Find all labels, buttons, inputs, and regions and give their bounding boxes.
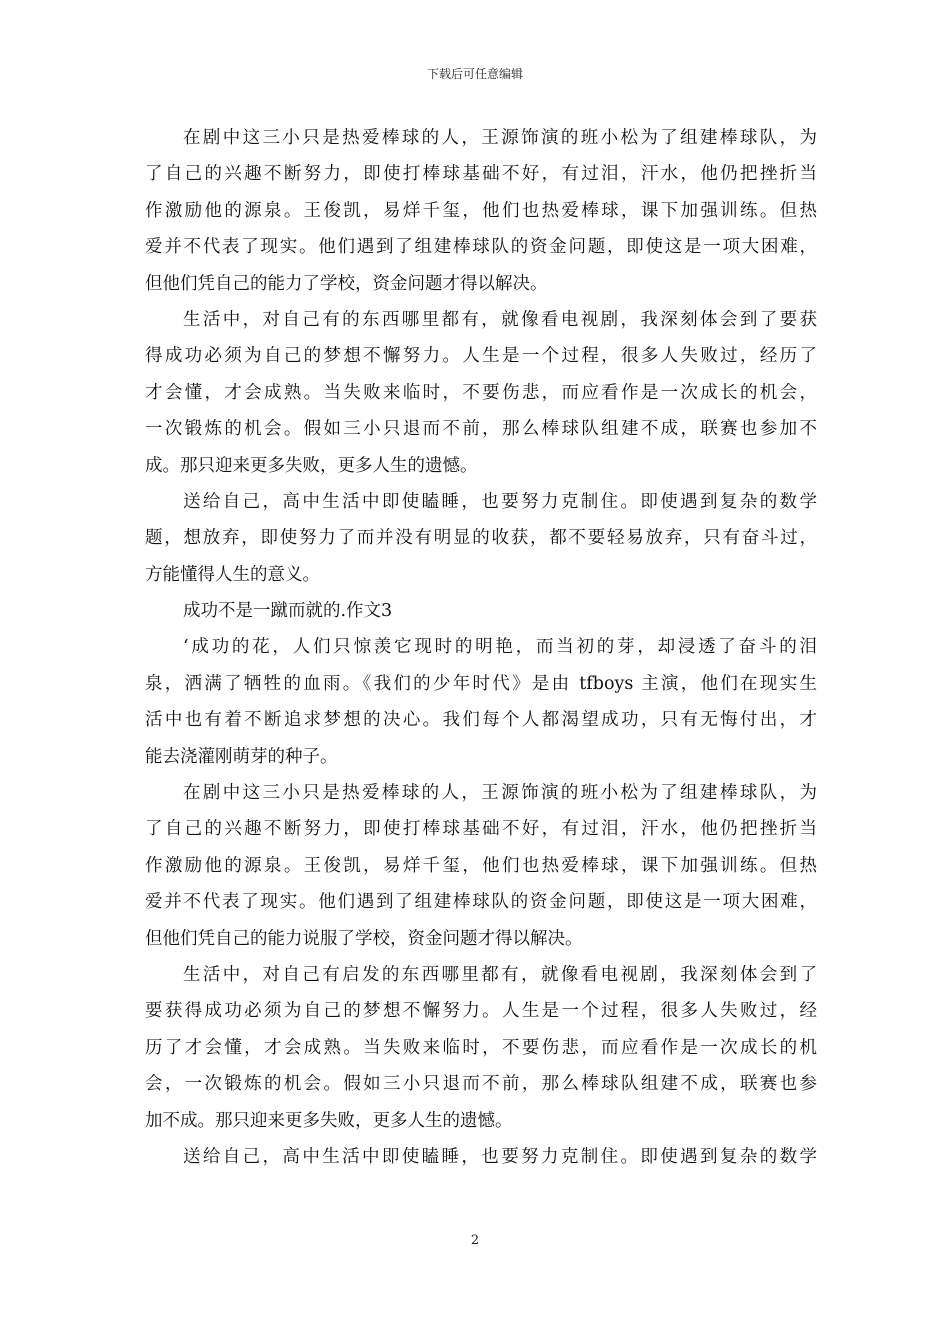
text-line: 方能懂得人生的意义。 bbox=[145, 564, 320, 585]
text-line: 历了才会懂，才会成熟。当失败来临时，不要伤悲，而应看作是一次成长的机 bbox=[145, 1037, 817, 1058]
text-line: 在剧中这三小只是热爱棒球的人，王源饰演的班小松为了组建棒球队，为 bbox=[183, 783, 817, 804]
text-line: 生活中，对自己有启发的东西哪里都有，就像看电视剧，我深刻体会到了 bbox=[183, 964, 817, 985]
text-line: 一次锻炼的机会。假如三小只退而不前，那么棒球队组建不成，联赛也参加不 bbox=[145, 419, 817, 440]
text-line: 得成功必须为自己的梦想不懈努力。人生是一个过程，很多人失败过，经历了 bbox=[145, 346, 817, 367]
page-number: 2 bbox=[470, 1233, 480, 1248]
text-line: 能去浇灌刚萌芽的种子。 bbox=[145, 746, 338, 767]
text-line: 但他们凭自己的能力说服了学校，资金问题才得以解决。 bbox=[145, 928, 583, 949]
section-title: 成功不是一蹴而就的.作文3 bbox=[183, 601, 393, 622]
text-line: 了自己的兴趣不断努力，即使打棒球基础不好，有过泪，汗水，他仍把挫折当 bbox=[145, 164, 817, 185]
text-line: 生活中，对自己有的东西哪里都有，就像看电视剧，我深刻体会到了要获 bbox=[183, 309, 817, 330]
text-line: 送给自己，高中生活中即使瞌睡，也要努力克制住。即使遇到复杂的数学 bbox=[183, 491, 817, 512]
document-body bbox=[145, 120, 817, 1175]
text-line: 活中也有着不断追求梦想的决心。我们每个人都渴望成功，只有无悔付出，才 bbox=[145, 710, 817, 731]
text-line: 题，想放弃，即使努力了而并没有明显的收获，都不要轻易放弃，只有奋斗过， bbox=[145, 528, 817, 549]
text-line: 在剧中这三小只是热爱棒球的人，王源饰演的班小松为了组建棒球队，为 bbox=[183, 128, 817, 148]
text-line: 泉，洒满了牺牲的血雨。《我们的少年时代》是由 tfboys 主演，他们在现实生 bbox=[145, 673, 817, 694]
text-line: 成。那只迎来更多失败，更多人生的遗憾。 bbox=[145, 455, 478, 476]
text-line: 送给自己，高中生活中即使瞌睡，也要努力克制住。即使遇到复杂的数学 bbox=[183, 1146, 817, 1167]
text-line: 了自己的兴趣不断努力，即使打棒球基础不好，有过泪，汗水，他仍把挫折当 bbox=[145, 819, 817, 840]
text-line: 作激励他的源泉。王俊凯，易烊千玺，他们也热爱棒球，课下加强训练。但热 bbox=[145, 200, 817, 221]
text-line: 爱并不代表了现实。他们遇到了组建棒球队的资金问题，即使这是一项大困难， bbox=[145, 892, 817, 913]
text-line: 才会懂，才会成熟。当失败来临时，不要伤悲，而应看作是一次成长的机会， bbox=[145, 382, 817, 403]
text-line: 爱并不代表了现实。他们遇到了组建棒球队的资金问题，即使这是一项大困难， bbox=[145, 237, 817, 258]
text-line: 加不成。那只迎来更多失败，更多人生的遗憾。 bbox=[145, 1110, 513, 1131]
text-line: 会，一次锻炼的机会。假如三小只退而不前，那么棒球队组建不成，联赛也参 bbox=[145, 1074, 817, 1095]
text-line: 作激励他的源泉。王俊凯，易烊千玺，他们也热爱棒球，课下加强训练。但热 bbox=[145, 855, 817, 876]
text-line: ‘成功的花，人们只惊羡它现时的明艳，而当初的芽，却浸透了奋斗的泪 bbox=[183, 637, 817, 658]
page-header: 下载后可任意编辑 bbox=[426, 67, 523, 81]
text-line: 要获得成功必须为自己的梦想不懈努力。人生是一个过程，很多人失败过，经 bbox=[145, 1001, 817, 1022]
text-line: 但他们凭自己的能力了学校，资金问题才得以解决。 bbox=[145, 273, 548, 294]
